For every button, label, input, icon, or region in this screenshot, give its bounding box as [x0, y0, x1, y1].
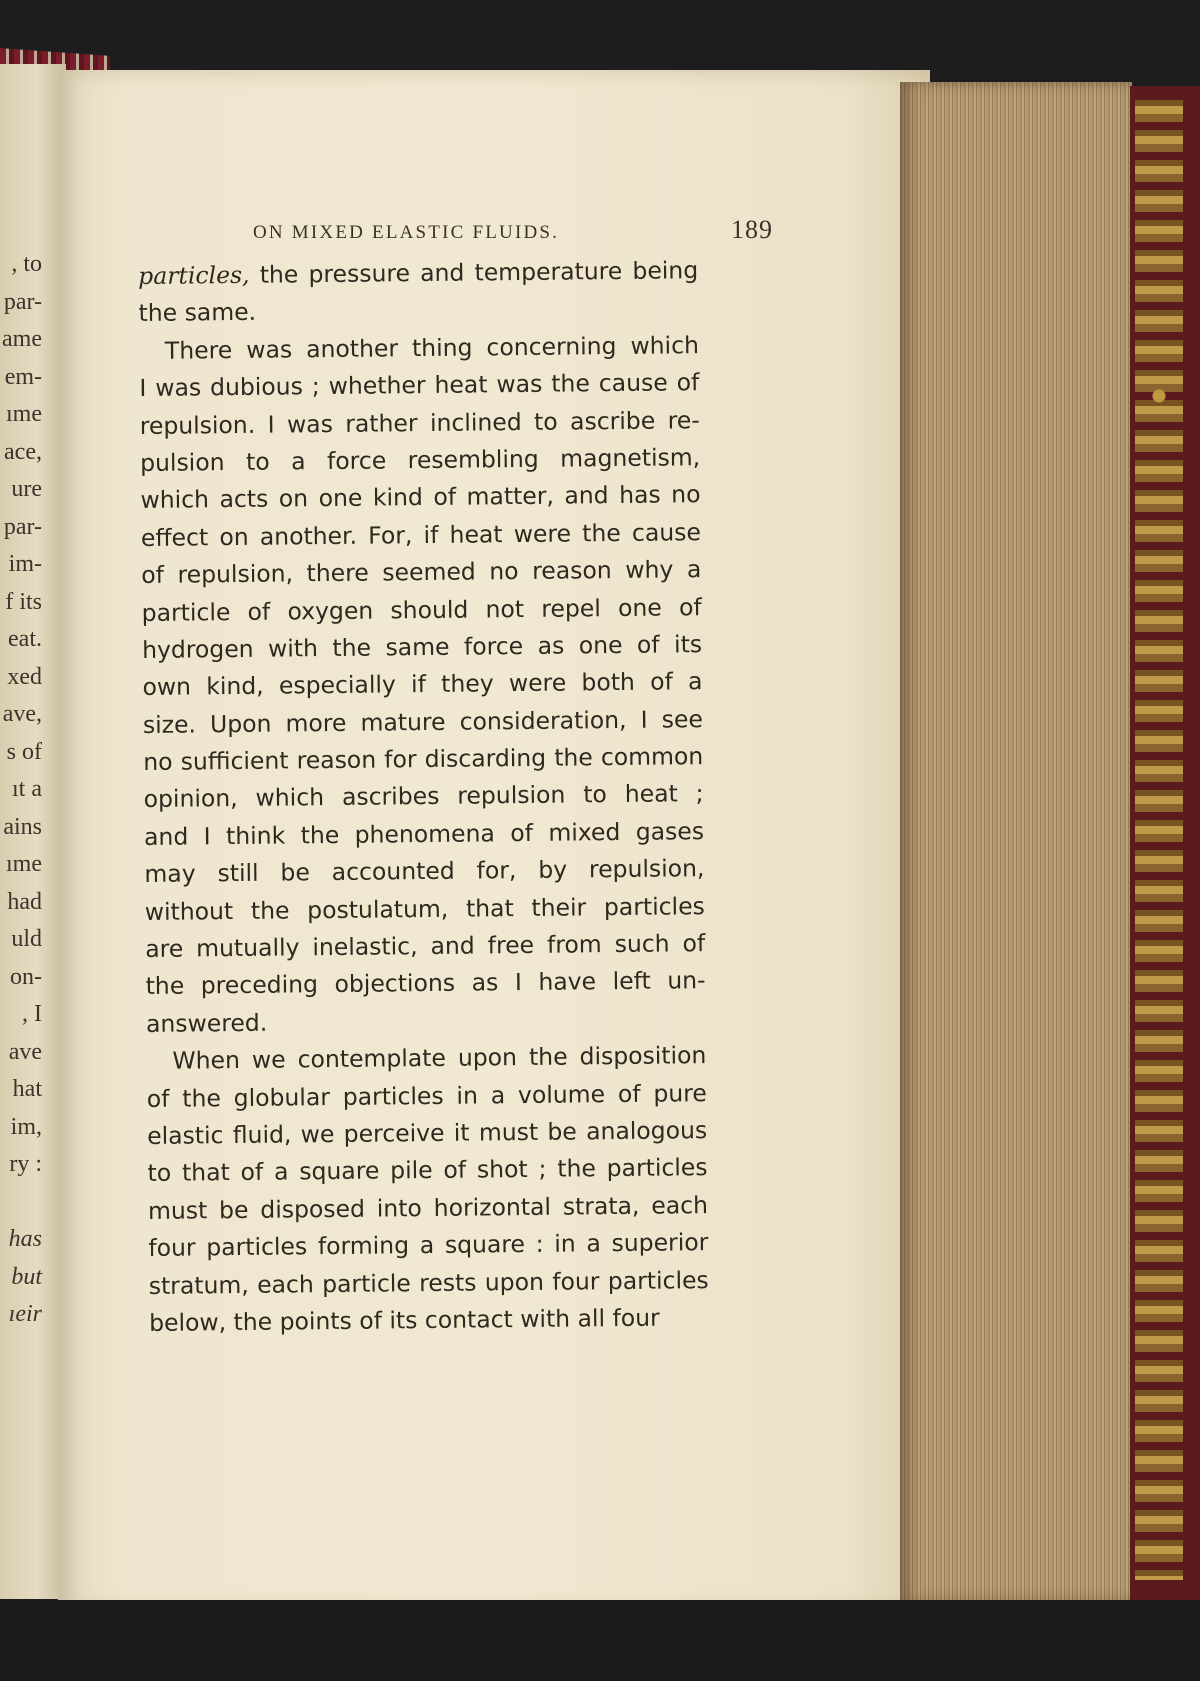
facing-page-fragment: ıme	[6, 851, 42, 877]
facing-page-fragment	[0, 1184, 66, 1222]
facing-page-fragment: f its	[5, 588, 42, 615]
facing-page-fragment: ave	[8, 1038, 42, 1065]
facing-page-fragment: has	[8, 1226, 42, 1252]
facing-page-fragment: hat	[12, 1076, 42, 1102]
facing-page-fragment: on-	[10, 963, 42, 990]
facing-page-fragment: eat.	[8, 626, 42, 652]
text-line: are mutually inelastic, and free from such of	[145, 929, 706, 963]
page-fore-edge	[900, 82, 1132, 1602]
text-line: to that of a square pile of shot ; the particles	[147, 1153, 708, 1188]
page-number: 189	[731, 215, 773, 244]
text-line: and I think the phenomena of mixed gases	[143, 816, 705, 851]
text-line	[138, 252, 698, 295]
facing-page-fragment: ure	[11, 476, 42, 502]
facing-page-fragment: ry :	[9, 1151, 42, 1177]
text-line: pulsion to a force resembling magnetism,	[139, 443, 701, 477]
facing-page-fragment: em-	[4, 363, 42, 390]
facing-page-fragment: xed	[7, 663, 42, 690]
book-page	[58, 70, 930, 1610]
text-line: When we contemplate upon the disposition	[172, 1041, 707, 1075]
line-text: the pressure and temperature being	[249, 256, 699, 289]
text-line: the same.	[138, 298, 257, 328]
text-line: particle of oxygen should not repel one of	[141, 592, 702, 627]
text-line: opinion, which ascribes repulsion to heat ;	[143, 779, 704, 814]
text-line: which acts on one kind of matter, and has no	[140, 480, 701, 515]
facing-page-text	[0, 246, 66, 1334]
running-head	[253, 215, 773, 245]
text-line: I was dubious ; whether heat was the cause of	[139, 368, 700, 403]
facing-page-fragment: , I	[22, 1001, 42, 1027]
facing-page-fragment: ıt a	[12, 776, 42, 802]
facing-page-fragment: ıme	[6, 401, 42, 427]
text-line: below, the points of its contact with all four	[149, 1303, 660, 1337]
text-line: must be disposed into horizontal strata, each	[147, 1190, 709, 1225]
text-line: no sufficient reason for discarding the common	[143, 742, 704, 777]
text-line: elastic fluid, we perceive it must be analogous	[147, 1116, 708, 1150]
facing-page-fragment: ıeir	[8, 1301, 42, 1327]
text-line: effect on another. For, if heat were the cause	[140, 517, 702, 552]
text-line: own kind, especially if they were both of a	[142, 667, 703, 702]
text-line: There was another thing concerning which	[164, 330, 700, 365]
facing-page-fragment: ace,	[4, 438, 42, 465]
facing-page-fragment: im,	[10, 1113, 42, 1140]
text-line: repulsion. I was rather inclined to ascribe re-	[139, 405, 700, 440]
italic-word: particles,	[138, 260, 250, 290]
facing-page	[0, 64, 66, 1599]
text-line: hydrogen with the same force as one of its	[141, 630, 703, 664]
text-line: without the postulatum, that their particles	[144, 891, 705, 926]
background-shadow	[0, 1600, 1200, 1681]
text-line: may still be accounted for, by repulsion,	[144, 854, 705, 889]
body-text	[138, 252, 709, 1342]
facing-page-fragment: ave,	[2, 701, 42, 727]
text-line: the preceding objections as I have left un-	[145, 966, 706, 1001]
text-line: of repulsion, there seemed no reason why a	[141, 555, 702, 590]
facing-page-fragment: uld	[11, 926, 42, 952]
facing-page-fragment: ains	[3, 813, 42, 840]
facing-page-fragment: par-	[3, 513, 42, 540]
facing-page-fragment: ame	[2, 326, 42, 352]
facing-page-fragment: had	[7, 888, 42, 915]
text-line: of the globular particles in a volume of pure	[146, 1078, 707, 1113]
facing-page-fragment: , to	[11, 251, 42, 277]
running-title: ON MIXED ELASTIC FLUIDS.	[253, 222, 560, 243]
text-line: answered.	[145, 1008, 268, 1038]
text-line: size. Upon more mature consideration, I see	[142, 704, 704, 739]
facing-page-fragment: s of	[6, 738, 42, 765]
facing-page-fragment: im-	[8, 551, 42, 577]
text-line: stratum, each particle rests upon four particles	[148, 1265, 709, 1300]
gilt-tooling-ornament	[1135, 100, 1183, 1580]
facing-page-fragment: but	[11, 1263, 42, 1290]
facing-page-fragment: par-	[3, 288, 42, 315]
text-line: four particles forming a square : in a superior	[148, 1228, 709, 1263]
